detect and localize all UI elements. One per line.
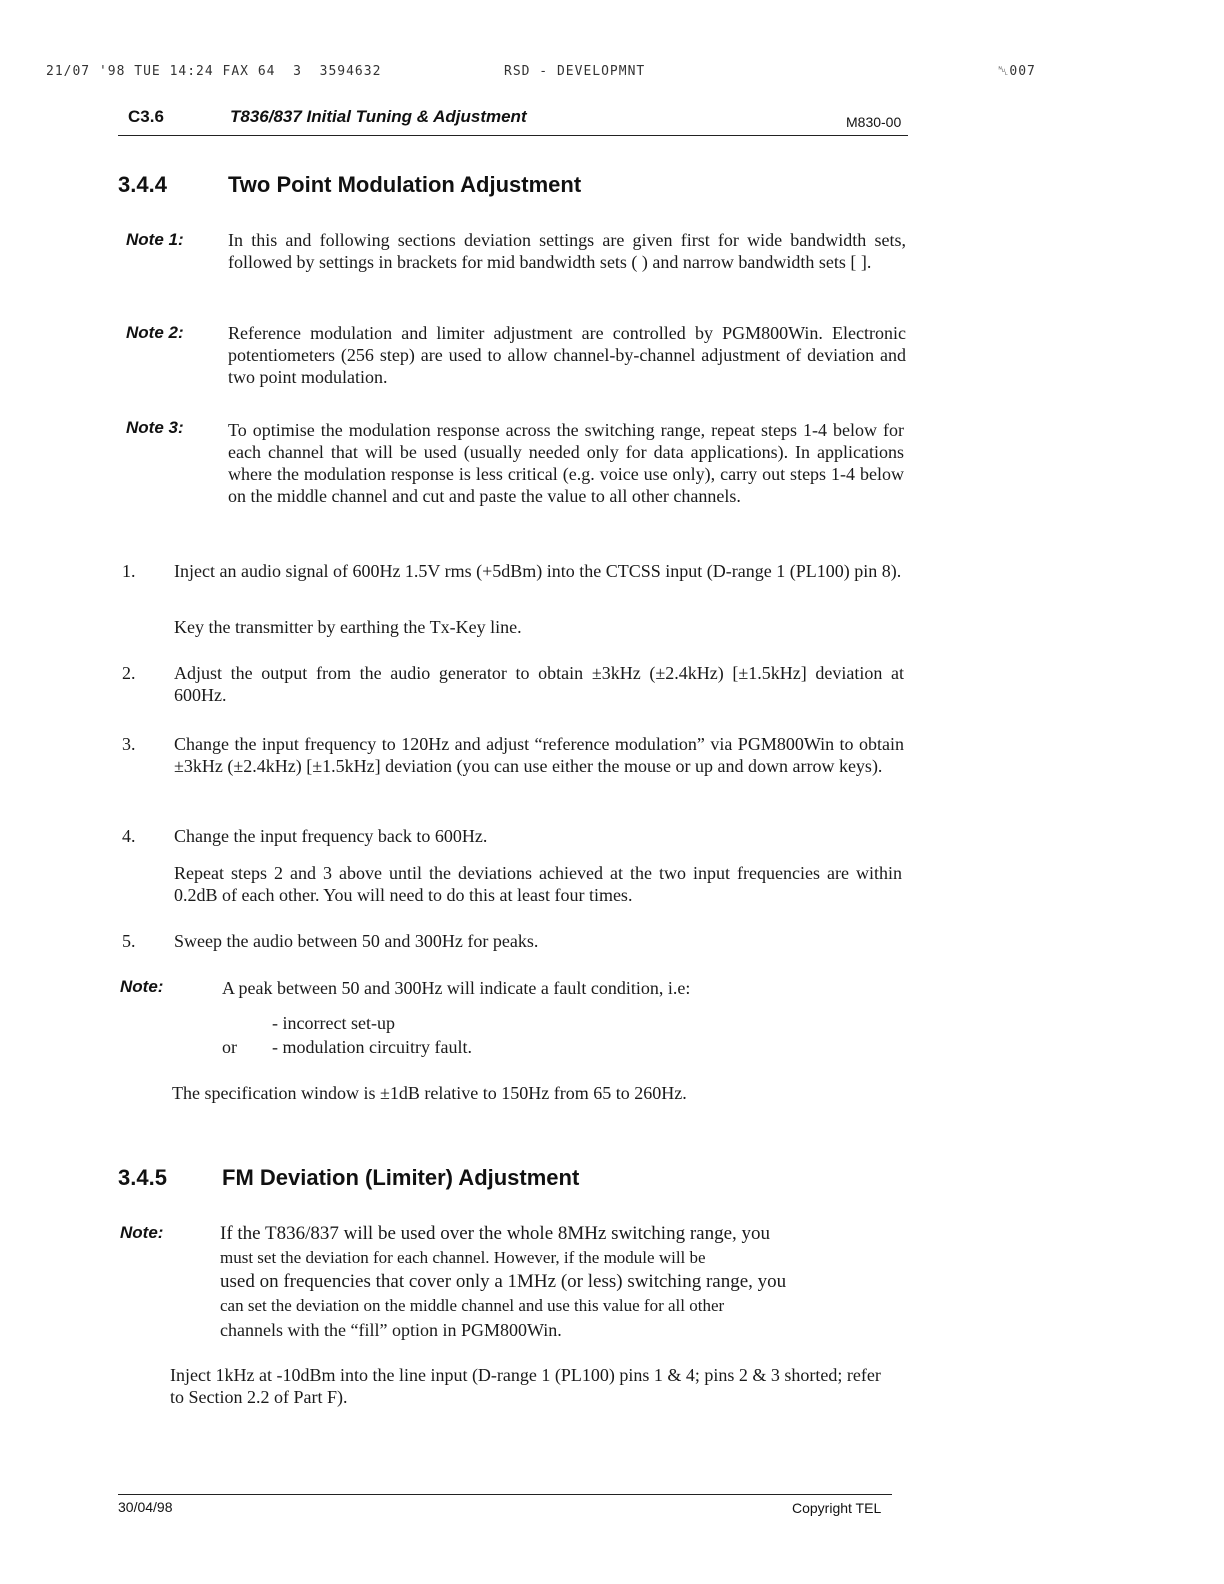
step-1-subtext: Key the transmitter by earthing the Tx-Key line.: [174, 617, 522, 637]
note-2-text: Reference modulation and limiter adjustment are controlled by PGM800Win. Electronic potentiometers (256 step) are used to allow channel-by-channel adjustment of deviation and two point modulation.: [228, 323, 906, 387]
step-3-number: 3.: [122, 734, 136, 754]
section-title-344: Two Point Modulation Adjustment: [228, 172, 582, 197]
fault-or: or: [222, 1037, 237, 1057]
section-number-345: 3.4.5: [118, 1165, 167, 1190]
section-number-344: 3.4.4: [118, 172, 167, 197]
deviation-note-line-3: used on frequencies that cover only a 1MHz (or less) switching range, you: [220, 1271, 787, 1292]
fault-bullet-2: - modulation circuitry fault.: [272, 1037, 472, 1057]
deviation-note-line-1: If the T836/837 will be used over the whole 8MHz switching range, you: [220, 1223, 771, 1244]
footer-rule: [118, 1494, 892, 1495]
fault-note-label: Note:: [120, 977, 164, 996]
step-4-number: 4.: [122, 826, 136, 846]
step-4-subtext: Repeat steps 2 and 3 above until the deviations achieved at the two input frequencies are within 0.2dB of each other. You will need to do this at least four times.: [174, 863, 902, 905]
header-doc-code: M830-00: [846, 114, 902, 130]
deviation-note-line-4: can set the deviation on the middle channel and use this value for all other: [220, 1296, 725, 1315]
deviation-note-line-5: channels with the “fill” option in PGM800Win.: [220, 1320, 562, 1340]
header-section-number: C3.6: [128, 107, 164, 126]
fax-header-center: RSD - DEVELOPMNT: [504, 64, 646, 79]
footer-copyright: Copyright TEL: [792, 1500, 882, 1516]
note-3-text: To optimise the modulation response across the switching range, repeat steps 1-4 below for each channel that will be used (usually needed only for data applications). In applications where the modulation response is less critical (e.g. voice use only), carry out steps 1-4 below on the middle channel and cut and paste the value to all other channels.: [228, 420, 904, 506]
step-3-text: Change the input frequency to 120Hz and adjust “reference modulation” via PGM800Win to obtain ±3kHz (±2.4kHz) [±1.5kHz] deviation (you can use either the mouse or up and down arrow keys).: [174, 734, 904, 776]
note-1-text: In this and following sections deviation settings are given first for wide bandwidth sets, followed by settings in brackets for mid bandwidth sets ( ) and narrow bandwidth sets [ ].: [228, 230, 906, 272]
fault-note-text: A peak between 50 and 300Hz will indicate a fault condition, i.e:: [222, 978, 691, 998]
deviation-note-line-2: must set the deviation for each channel. However, if the module will be: [220, 1248, 706, 1267]
step-2-text: Adjust the output from the audio generator to obtain ±3kHz (±2.4kHz) [±1.5kHz] deviation at 600Hz.: [174, 663, 904, 705]
note-2-label: Note 2:: [126, 323, 184, 342]
note-1-label: Note 1:: [126, 230, 184, 249]
deviation-note-text: [220, 1222, 900, 1342]
inject-instruction: Inject 1kHz at -10dBm into the line input (D-range 1 (PL100) pins 1 & 4; pins 2 & 3 shorted; refer to Section 2.2 of Part F).: [170, 1365, 881, 1407]
step-1-text: Inject an audio signal of 600Hz 1.5V rms (+5dBm) into the CTCSS input (D-range 1 (PL100) pin 8).: [174, 561, 902, 581]
section-title-345: FM Deviation (Limiter) Adjustment: [222, 1165, 580, 1190]
step-1-number: 1.: [122, 561, 136, 581]
step-5-text: Sweep the audio between 50 and 300Hz for peaks.: [174, 931, 539, 951]
fault-bullet-1: - incorrect set-up: [272, 1013, 395, 1033]
step-4-text: Change the input frequency back to 600Hz.: [174, 826, 488, 846]
header-title: T836/837 Initial Tuning & Adjustment: [230, 107, 527, 126]
specification-window: The specification window is ±1dB relative to 150Hz from 65 to 260Hz.: [172, 1083, 687, 1103]
header-rule: [118, 135, 908, 136]
step-5-number: 5.: [122, 931, 136, 951]
fax-header-left: 21/07 '98 TUE 14:24 FAX 64 3 3594632: [46, 64, 382, 79]
fax-page-number: ␀007: [998, 64, 1036, 79]
deviation-note-label: Note:: [120, 1223, 164, 1242]
step-2-number: 2.: [122, 663, 136, 683]
note-3-label: Note 3:: [126, 418, 184, 437]
footer-date: 30/04/98: [118, 1499, 173, 1515]
